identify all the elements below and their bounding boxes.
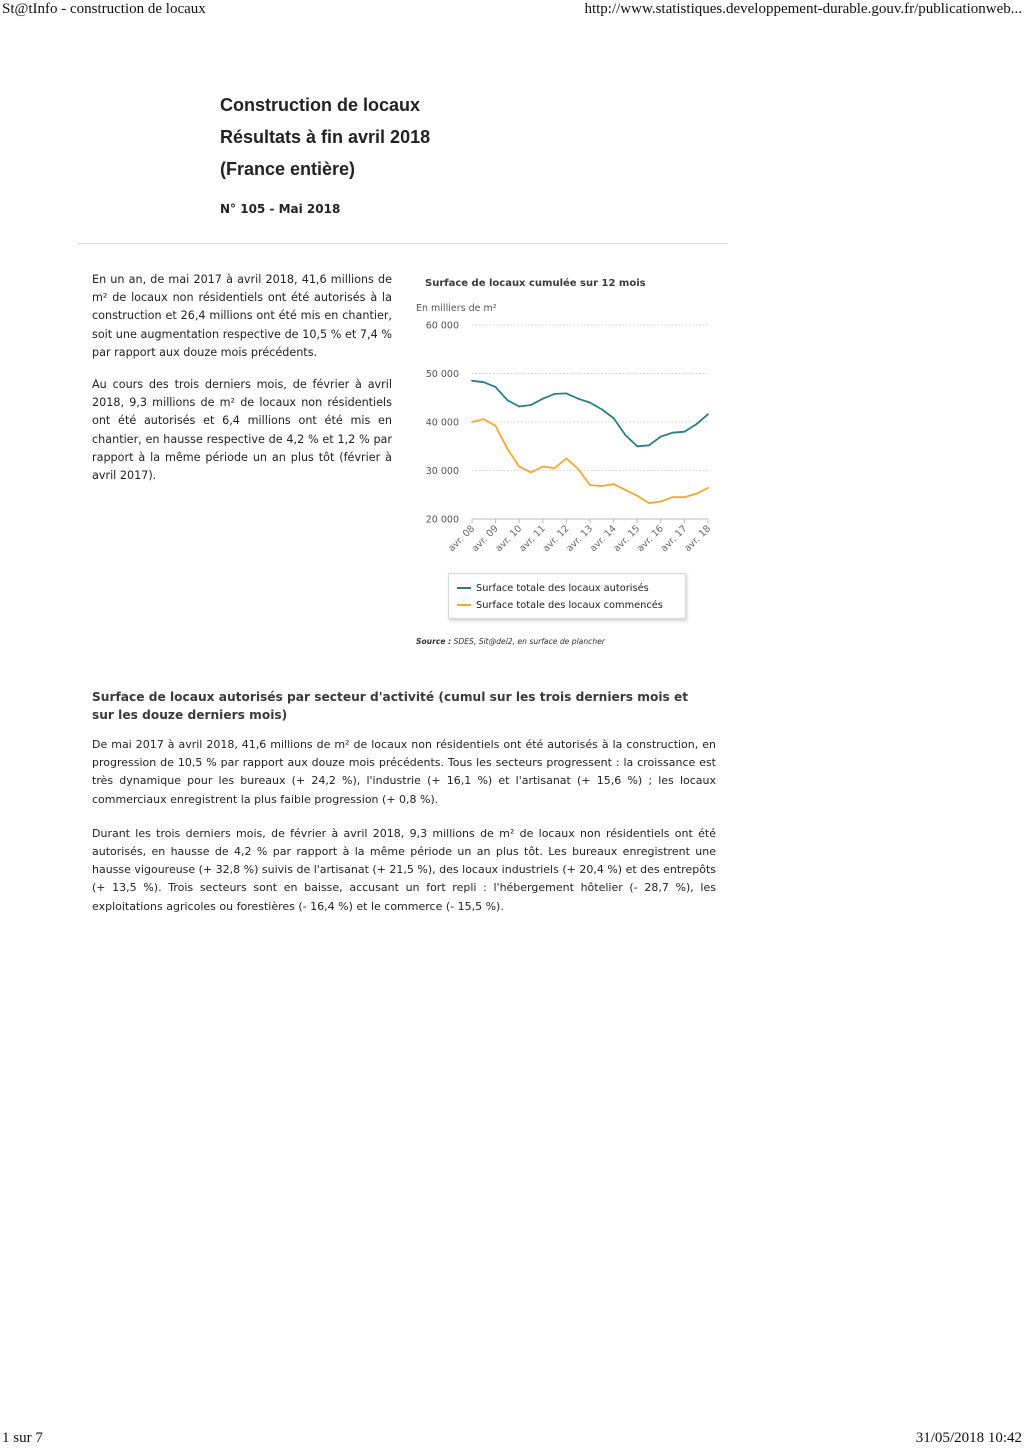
- legend-swatch: [457, 587, 471, 589]
- data-point: [554, 393, 556, 395]
- data-point: [542, 466, 544, 468]
- data-point: [566, 392, 568, 394]
- title-line: Construction de locaux: [220, 95, 421, 115]
- issue-number: N° 105 - Mai 2018: [220, 202, 341, 216]
- print-footer: [0, 1430, 1024, 1450]
- data-point: [613, 483, 615, 485]
- data-point: [518, 466, 520, 468]
- legend-item-commences: [457, 599, 663, 613]
- data-point: [601, 485, 603, 487]
- data-point: [507, 448, 509, 450]
- data-point: [577, 468, 579, 470]
- intro-paragraph: En un an, de mai 2017 à avril 2018, 41,6 millions de m² de locaux non résidentiels ont été autorisés à la construction et 26,4 millions ont été mis en chantier, soit une augmentation respective de 10,5 % et 7,4 % par rapport aux douze mois précédents.: [92, 273, 392, 359]
- data-point: [601, 408, 603, 410]
- data-point: [684, 496, 686, 498]
- print-header-title: St@tInfo - construction de locaux: [2, 1, 206, 17]
- data-point: [589, 484, 591, 486]
- data-point: [554, 467, 556, 469]
- data-point: [684, 431, 686, 433]
- title-line: (France entière): [220, 159, 356, 179]
- data-point: [471, 421, 473, 423]
- y-tick-label: 60 000: [425, 320, 459, 332]
- page-counter: 1 sur 7: [2, 1430, 43, 1446]
- print-header-url: http://www.statistiques.developpement-durable.gouv.fr/publicationweb...: [584, 1, 1022, 17]
- title-line: Résultats à fin avril 2018: [220, 127, 431, 147]
- data-point: [613, 417, 615, 419]
- intro-text: [92, 271, 392, 499]
- data-point: [707, 413, 709, 415]
- y-tick-label: 50 000: [425, 369, 459, 380]
- data-point: [566, 457, 568, 459]
- print-header: [0, 1, 1024, 21]
- chart: [410, 270, 730, 660]
- chart-legend: [448, 573, 686, 619]
- section-paragraph: De mai 2017 à avril 2018, 41,6 millions de m² de locaux non résidentiels ont été autorisés à la construction, en progression de 10,5 % par rapport aux douze mois précédents. Tous les secteurs progressent : la croissance est très dynamique pour les bureaux (+ 24,2 %), l'industrie (+ 16,1 %) et l'artisanat (+ 15,6 %) ; les locaux commerciaux enregistrent la plus faible progression (+ 0,8 %).: [92, 738, 716, 806]
- x-tick-label: avr. 09: [469, 523, 501, 555]
- data-point: [495, 425, 497, 427]
- x-tick-label: avr. 16: [635, 523, 666, 555]
- data-point: [483, 381, 485, 383]
- x-tick-label: avr. 10: [493, 523, 525, 555]
- chart-y-unit-label: En milliers de m²: [416, 303, 497, 314]
- section-paragraph: Durant les trois derniers mois, de février à avril 2018, 9,3 millions de m² de locaux non résidentiels ont été autorisés, en hausse de 4,2 % par rapport à la même période un an plus tôt. Les bureaux enregistrent une hausse vigoureuse (+ 32,8 %) suivis de l'artisanat (+ 21,5 %), des locaux industriels (+ 20,4 %) et des entrepôts (+ 13,5 %). Trois secteurs sont en baisse, accusant un fort repli : l'hébergement hôtelier (- 28,7 %), les exploitations agricoles ou forestières (- 16,4 %) et le commerce (- 15,5 %).: [92, 826, 716, 913]
- data-point: [672, 432, 674, 434]
- data-point: [495, 386, 497, 388]
- legend-label: Surface totale des locaux autorisés: [476, 583, 649, 594]
- data-point: [660, 436, 662, 438]
- x-tick-label: avr. 08: [446, 523, 478, 555]
- data-point: [648, 444, 650, 446]
- chart-title: Surface de locaux cumulée sur 12 mois: [425, 278, 646, 289]
- data-point: [483, 418, 485, 420]
- data-point: [660, 501, 662, 503]
- legend-label: Surface totale des locaux commencés: [476, 600, 663, 611]
- chart-plot: [410, 270, 730, 570]
- data-point: [471, 380, 473, 382]
- page-title: [220, 92, 720, 188]
- separator: [78, 243, 728, 244]
- data-point: [518, 406, 520, 408]
- data-point: [542, 398, 544, 400]
- data-point: [636, 445, 638, 447]
- chart-source-label: Source :: [416, 637, 452, 646]
- y-tick-label: 40 000: [425, 417, 459, 429]
- data-point: [707, 487, 709, 489]
- section-body: [92, 736, 716, 932]
- x-tick-label: avr. 17: [658, 523, 690, 555]
- x-tick-label: avr. 11: [517, 523, 548, 555]
- data-point: [589, 402, 591, 404]
- print-timestamp: 31/05/2018 10:42: [915, 1430, 1022, 1446]
- data-point: [695, 424, 697, 426]
- y-tick-label: 20 000: [425, 514, 459, 526]
- x-tick-label: avr. 12: [540, 523, 572, 555]
- data-point: [530, 404, 532, 406]
- x-tick-label: avr. 14: [587, 523, 619, 555]
- x-tick-label: avr. 15: [611, 523, 643, 555]
- x-tick-label: avr. 13: [564, 523, 596, 555]
- legend-swatch: [457, 604, 471, 606]
- legend-item-autorises: [457, 582, 649, 596]
- data-point: [636, 495, 638, 497]
- section-heading: Surface de locaux autorisés par secteur d'activité (cumul sur les trois derniers mois et sur les douze derniers mois): [92, 690, 689, 722]
- series-line-autorises: [472, 381, 708, 447]
- data-point: [625, 489, 627, 491]
- chart-source: [416, 637, 605, 646]
- data-point: [507, 399, 509, 401]
- y-tick-label: 30 000: [425, 466, 459, 477]
- intro-paragraph: Au cours des trois derniers mois, de février à avril 2018, 9,3 millions de m² de locaux non résidentiels ont été autorisés et 6,4 millions ont été mis en chantier, en hausse respective de 4,2 % et 1,2 % par rapport à la même période un an plus tôt (février à avril 2017).: [92, 378, 392, 483]
- data-point: [577, 398, 579, 400]
- data-point: [695, 493, 697, 495]
- series-line-commences: [472, 419, 708, 503]
- data-point: [625, 434, 627, 436]
- data-point: [530, 472, 532, 474]
- x-tick-label: avr. 18: [682, 523, 714, 555]
- data-point: [672, 496, 674, 498]
- chart-source-text: SDES, Sit@del2, en surface de plancher: [453, 637, 605, 646]
- data-point: [648, 502, 650, 504]
